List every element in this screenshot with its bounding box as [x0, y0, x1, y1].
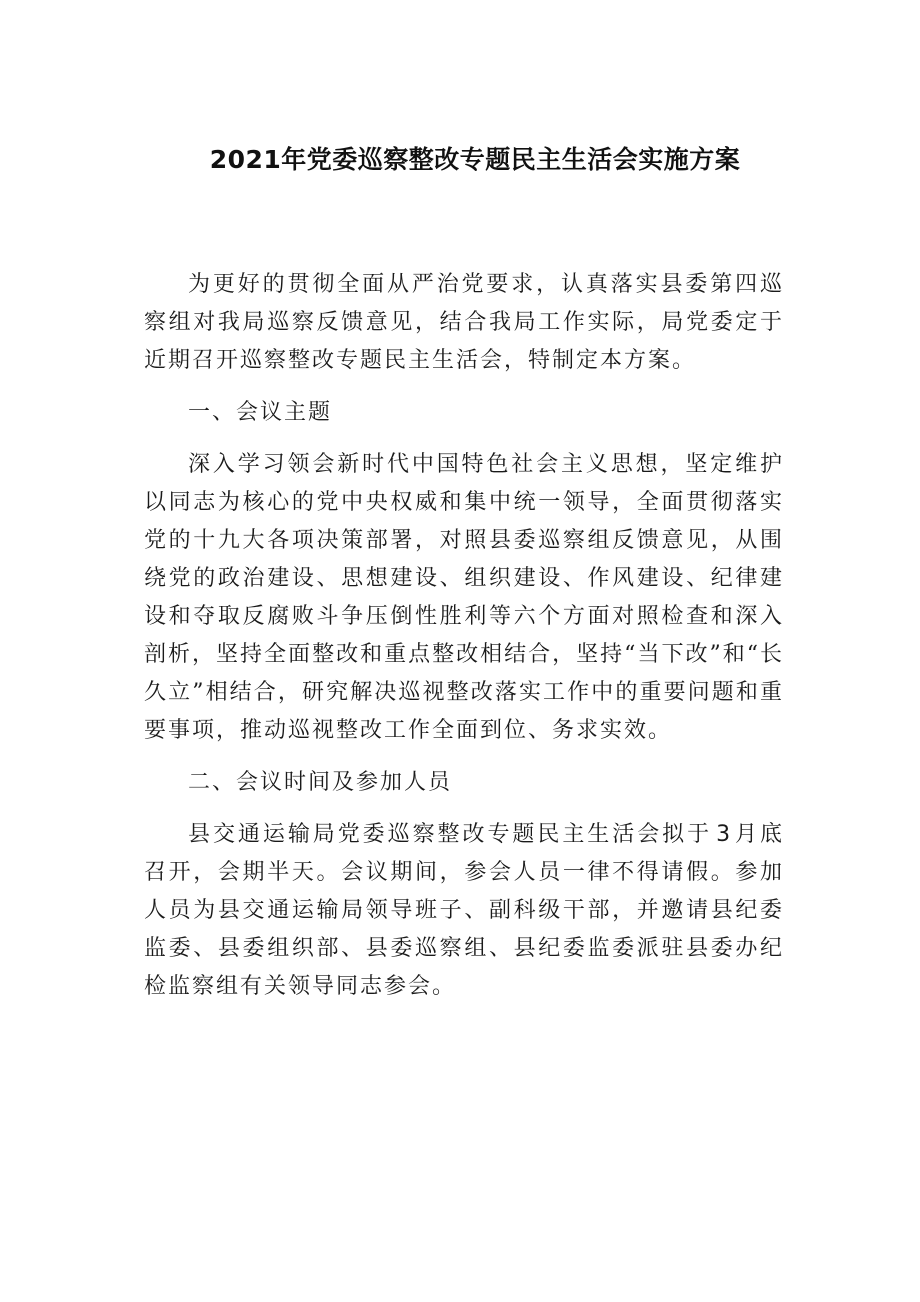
document-body: [144, 266, 784, 1006]
section-body-meeting-theme: 深入学习领会新时代中国特色社会主义思想，坚定维护以同志为核心的党中央权威和集中统一领导，全面贯彻落实党的十九大各项决策部署，对照县委巡察组反馈意见，从围绕党的政治建设、思想建设、组织建设、作风建设、纪律建设和夺取反腐败斗争压倒性胜利等六个方面对照检查和深入剖析，坚持全面整改和重点整改相结合，坚持“当下改”和“长久立”相结合，研究解决巡视整改落实工作中的重要问题和重要事项，推动巡视整改工作全面到位、务求实效。: [144, 452, 784, 743]
meeting-month-number: 3: [716, 822, 731, 847]
intro-paragraph: 为更好的贯彻全面从严治党要求，认真落实县委第四巡察组对我局巡察反馈意见，结合我局工作实际，局党委定于近期召开巡察整改专题民主生活会，特制定本方案。: [144, 272, 784, 373]
document-title: 2021年党委巡察整改专题民主生活会实施方案: [209, 145, 741, 174]
section-heading-meeting-theme: 一、会议主题: [188, 400, 333, 425]
section-body-time-and-attendees: [144, 816, 784, 1006]
section-heading-time-and-attendees: 二、会议时间及参加人员: [188, 770, 453, 795]
time-text-after: 月底召开，会期半天。会议期间，参会人员一律不得请假。参加人员为县交通运输局领导班子、副科级干部，并邀请县纪委监委、县委组织部、县委巡察组、县纪委监委派驻县委办纪检监察组有关领导同志参会。: [144, 822, 784, 999]
time-text-before: 县交通运输局党委巡察整改专题民主生活会拟于: [188, 822, 713, 847]
